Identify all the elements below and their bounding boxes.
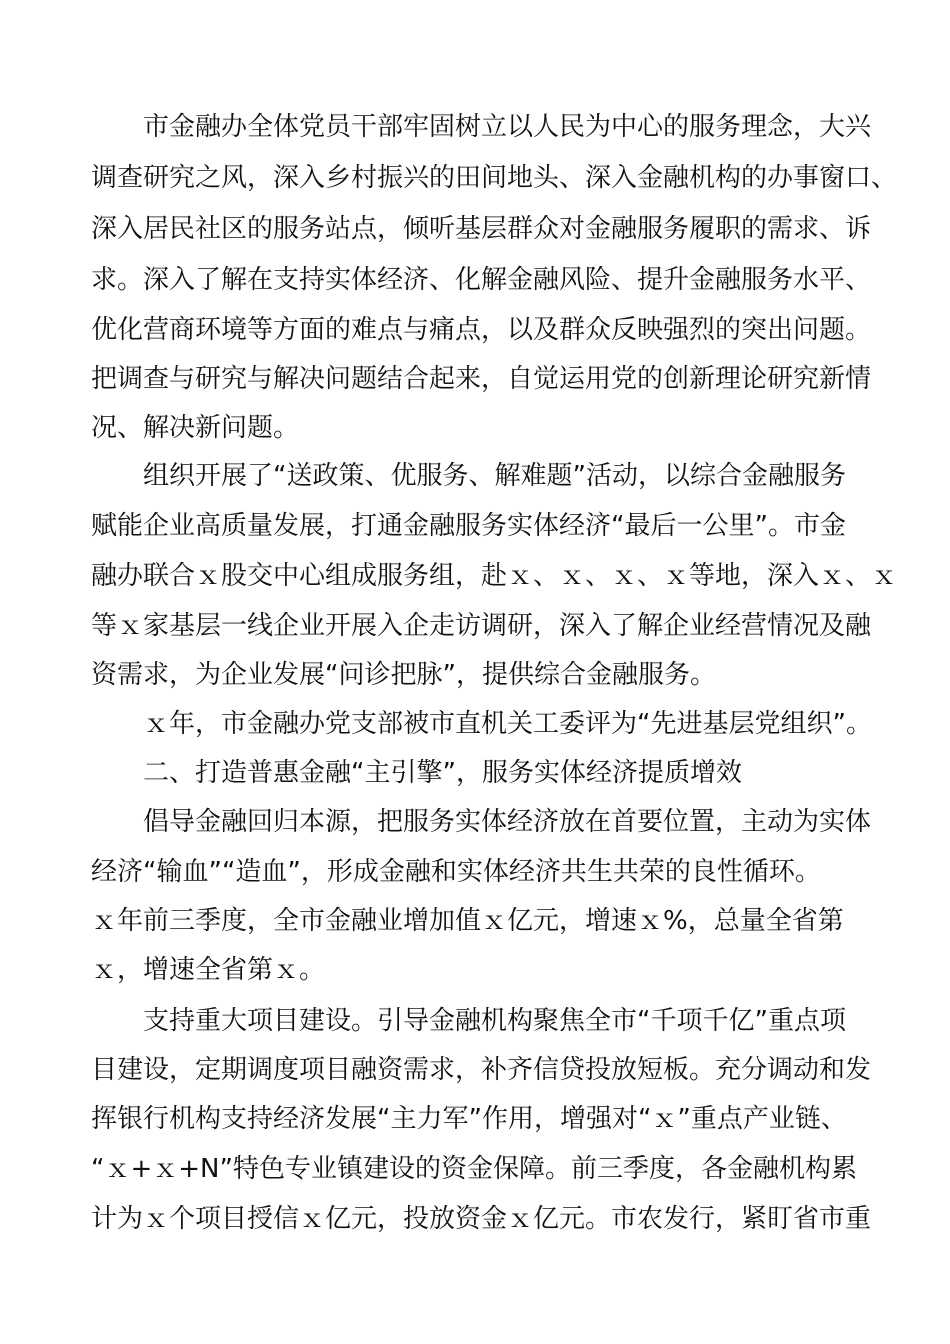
text-line: 资需求，为企业发展“问诊把脉”，提供综合金融服务。 [91,660,716,690]
text-line: 深入居民社区的服务站点，倾听基层群众对金融服务履职的需求、诉 [91,214,872,244]
text-line: 把调查与研究与解决问题结合起来，自觉运用党的创新理论研究新情 [91,364,872,394]
text-line: ｘ年，市金融办党支部被市直机关工委评为“先进基层党组织”。 [143,709,872,739]
text-line: ｘ，增速全省第ｘ。 [91,955,326,985]
text-line: 目建设，定期调度项目融资需求，补齐信贷投放短板。充分调动和发 [91,1055,872,1085]
text-line: 调查研究之风，深入乡村振兴的田间地头、深入金融机构的办事窗口、 [91,163,898,193]
text-line: 市金融办全体党员干部牢固树立以人民为中心的服务理念，大兴 [143,112,872,142]
text-line: 融办联合ｘ股交中心组成服务组，赴ｘ、ｘ、ｘ、ｘ等地，深入ｘ、ｘ [91,561,898,591]
text-line: 等ｘ家基层一线企业开展入企走访调研，深入了解企业经营情况及融 [91,611,872,641]
text-line: 况、解决新问题。 [91,413,300,443]
text-line: “ｘ+ｘ+N”特色专业镇建设的资金保障。前三季度，各金融机构累 [91,1154,857,1184]
text-line: 优化营商环境等方面的难点与痛点，以及群众反映强烈的突出问题。 [91,315,872,345]
text-line: 组织开展了“送政策、优服务、解难题”活动，以综合金融服务 [143,461,846,491]
text-line: 挥银行机构支持经济发展“主力军”作用，增强对“ｘ”重点产业链、 [91,1104,847,1134]
text-line: 倡导金融回归本源，把服务实体经济放在首要位置，主动为实体 [143,807,872,837]
text-line: 求。深入了解在支持实体经济、化解金融风险、提升金融服务水平、 [91,265,872,295]
text-line: ｘ年前三季度，全市金融业增加值ｘ亿元，增速ｘ%，总量全省第 [91,906,844,936]
text-line: 支持重大项目建设。引导金融机构聚焦全市“千项千亿”重点项 [143,1006,846,1036]
text-line: 经济“输血”“造血”，形成金融和实体经济共生共荣的良性循环。 [91,857,821,887]
section-heading: 二、打造普惠金融“主引擎”，服务实体经济提质增效 [143,758,742,788]
text-line: 赋能企业高质量发展，打通金融服务实体经济“最后一公里”。市金 [91,511,846,541]
text-line: 计为ｘ个项目授信ｘ亿元，投放资金ｘ亿元。市农发行，紧盯省市重 [91,1204,872,1234]
